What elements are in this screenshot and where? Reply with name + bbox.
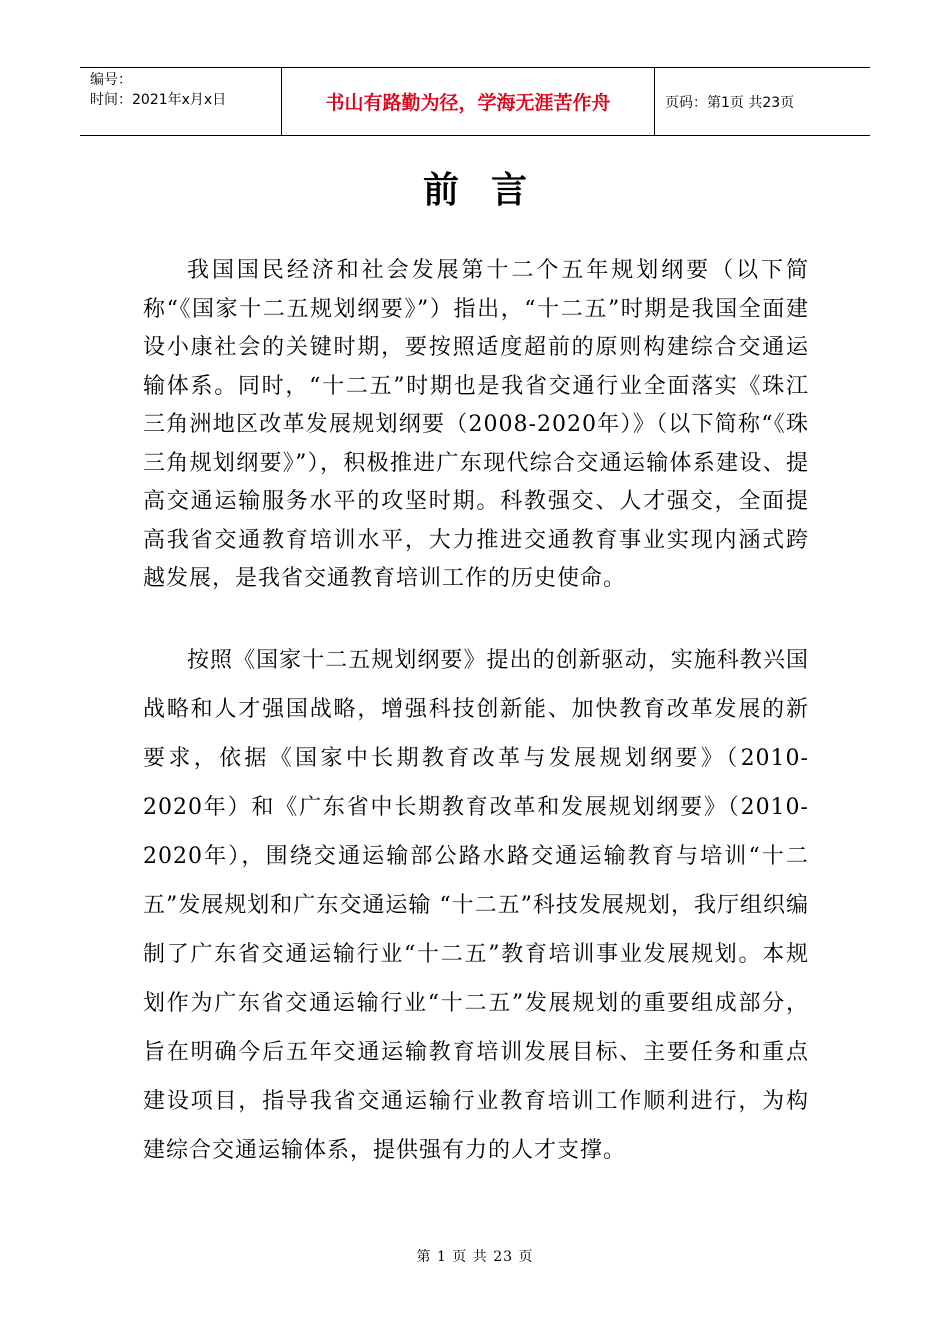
time-label: 时间：2021年x月x日 — [90, 92, 227, 108]
number-label: 编号： — [90, 72, 132, 88]
header-meta — [80, 68, 282, 135]
page-header — [80, 67, 870, 136]
header-motto: 书山有路勤为径，学海无涯苦作舟 — [282, 68, 655, 135]
header-page-info: 页码：第1页 共23页 — [665, 94, 795, 111]
paragraph-2: 按照《国家十二五规划纲要》提出的创新驱动，实施科教兴国战略和人才强国战略，增强科技创新能、加快教育改革发展的新要求，依据《国家中长期教育改革与发展规划纲要》（2010-2020年）和《广东省中长期教育改革和发展规划纲要》（2010-2020年），围绕交通运输部公路水路交通运输教育与培训“十二五”发展规划和广东交通运输 “十二五”科技发展规划，我厅组织编制了广东省交通运输行业“十二五”教育培训事业发展规划。本规划作为广东省交通运输行业“十二五”发展规划的重要组成部分，旨在明确今后五年交通运输教育培训发展目标、主要任务和重点建设项目，指导我省交通运输行业教育培训工作顺利进行，为构建综合交通运输体系，提供强有力的人才支撑。 — [143, 648, 809, 1163]
paragraph-1: 我国国民经济和社会发展第十二个五年规划纲要（以下简称“《国家十二五规划纲要》”）指出，“十二五”时期是我国全面建设小康社会的关键时期，要按照适度超前的原则构建综合交通运输体系。同时，“十二五”时期也是我省交通行业全面落实《珠江三角洲地区改革发展规划纲要（2008-2020年）》（以下简称“《珠三角规划纲要》”），积极推进广东现代综合交通运输体系建设、提高交通运输服务水平的攻坚时期。科教强交、人才强交，全面提高我省交通教育培训水平，大力推进交通教育事业实现内涵式跨越发展，是我省交通教育培训工作的历史使命。 — [143, 258, 809, 591]
page-footer: 第 1 页 共 23 页 — [416, 1249, 534, 1265]
document-title: 前言 — [422, 170, 559, 211]
